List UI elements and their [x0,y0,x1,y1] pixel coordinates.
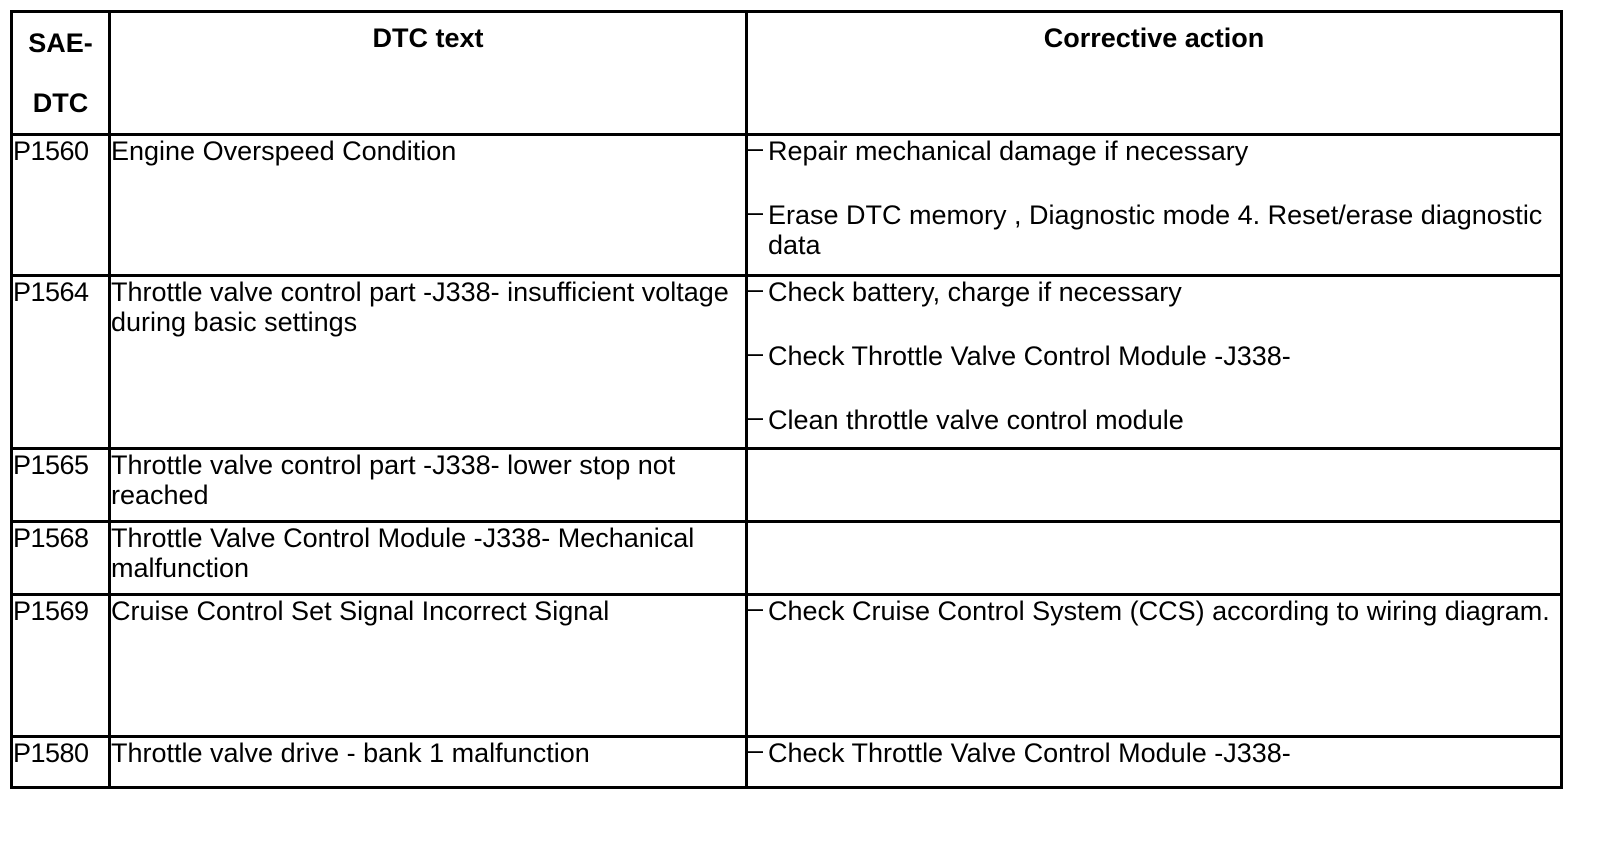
action-item: – Check battery, charge if necessary [748,274,1182,307]
column-header-sae-dtc-line1: SAE- [28,28,93,58]
column-header-corrective-action: Corrective action [747,12,1562,135]
table-row [12,135,1562,276]
dtc-text: Throttle valve control part -J338- lower stop not reached [110,449,747,522]
header-row [12,12,1562,135]
table-row [12,595,1562,737]
dtc-code: P1580 [12,737,110,788]
column-header-dtc-text: DTC text [110,12,747,135]
corrective-action [747,449,1562,522]
table-row [12,449,1562,522]
corrective-action [747,276,1562,449]
dtc-code: P1560 [12,135,110,276]
column-header-sae-dtc-line2: DTC [32,88,89,118]
dash-bullet-icon: – [748,402,764,432]
action-item: – Clean throttle valve control module [748,402,1184,435]
action-item: – Erase DTC memory , Diagnostic mode 4. Reset/erase diagnostic data [748,197,1543,260]
dtc-text: Throttle valve control part -J338- insufficient voltage during basic settings [110,276,747,449]
corrective-action [747,522,1562,595]
action-item: – Repair mechanical damage if necessary [748,133,1249,166]
dash-bullet-icon: – [748,197,764,227]
dtc-code: P1568 [12,522,110,595]
corrective-action [747,737,1562,788]
dash-bullet-icon: – [748,338,764,368]
dtc-table [10,10,1563,789]
corrective-action [747,595,1562,737]
action-item: – Check Throttle Valve Control Module -J338- [748,338,1291,371]
dtc-code: P1565 [12,449,110,522]
dash-bullet-icon: – [748,274,764,304]
dtc-text: Throttle valve drive - bank 1 malfunction [110,737,747,788]
dash-bullet-icon: – [748,593,764,623]
table-row [12,737,1562,788]
dtc-text: Throttle Valve Control Module -J338- Mechanical malfunction [110,522,747,595]
dtc-code: P1569 [12,595,110,737]
dash-bullet-icon: – [748,133,764,163]
dtc-text: Engine Overspeed Condition [110,135,747,276]
corrective-action [747,135,1562,276]
column-header-sae-dtc [12,12,110,135]
dash-bullet-icon: – [748,735,764,765]
action-item: – Check Cruise Control System (CCS) according to wiring diagram. [748,593,1550,626]
table-row [12,522,1562,595]
table-row [12,276,1562,449]
dtc-text: Cruise Control Set Signal Incorrect Signal [110,595,747,737]
action-item: – Check Throttle Valve Control Module -J338- [748,735,1291,768]
dtc-code: P1564 [12,276,110,449]
